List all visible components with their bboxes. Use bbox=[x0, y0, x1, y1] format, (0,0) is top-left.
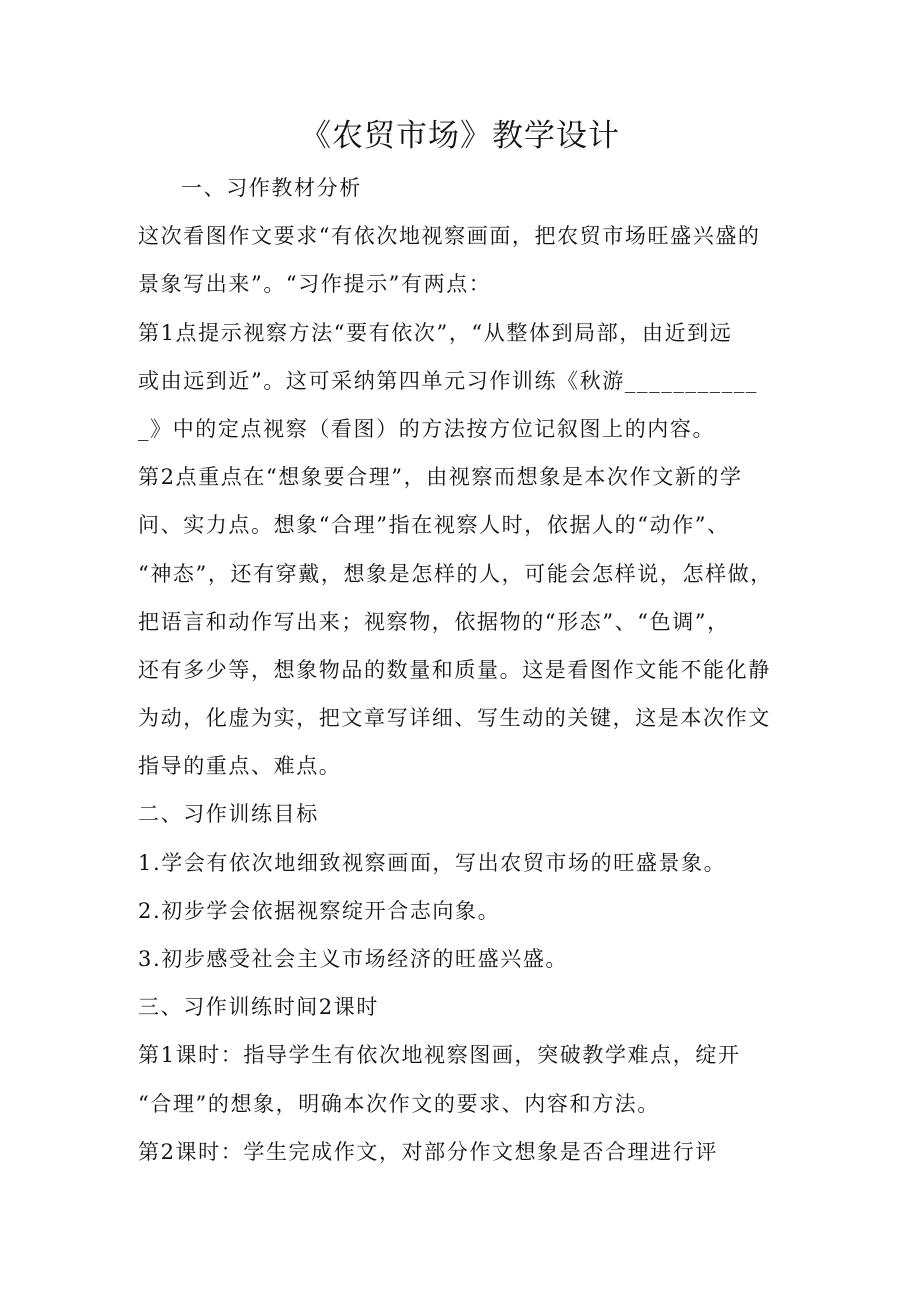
goal-item: 2.初步学会依据视察绽开合志向象。 bbox=[138, 898, 501, 923]
paragraph-line: 这次看图作文要求“有依次地视察画面，把农贸市场旺盛兴盛的 bbox=[138, 224, 761, 249]
document-title: 《农贸市场》教学设计 bbox=[300, 118, 620, 154]
paragraph-line: 为动，化虚为实，把文章写详细、写生动的关键，这是本次作文 bbox=[138, 706, 771, 731]
document-body bbox=[138, 164, 798, 1176]
paragraph-line: 或由远到近”。这可采纳第四单元习作训练《秋游___________ bbox=[138, 368, 759, 393]
paragraph-line: 还有多少等，想象物品的数量和质量。这是看图作文能不能化静 bbox=[138, 657, 771, 682]
section-heading-analysis: 一、习作教材分析 bbox=[181, 176, 362, 200]
goal-item: 1.学会有依次地细致视察画面，写出农贸市场的旺盛景象。 bbox=[138, 850, 727, 875]
lesson-plan-line: 第2课时：学生完成作文，对部分作文想象是否合理进行评 bbox=[138, 1139, 718, 1164]
section-heading-goals: 二、习作训练目标 bbox=[138, 802, 319, 827]
paragraph-line: 第1点提示视察方法“要有依次”，“从整体到局部，由近到远 bbox=[138, 320, 733, 345]
lesson-plan-line: “合理”的想象，明确本次作文的要求、内容和方法。 bbox=[138, 1091, 660, 1116]
paragraph-line: 景象写出来”。“习作提示”有两点： bbox=[138, 272, 492, 297]
paragraph-line: “神态”，还有穿戴，想象是怎样的人，可能会怎样说，怎样做， bbox=[138, 561, 773, 586]
paragraph-line: 指导的重点、难点。 bbox=[138, 754, 342, 779]
paragraph-line: 把语言和动作写出来；视察物，依据物的“形态”、“色调”， bbox=[138, 609, 730, 634]
paragraph-line: 第2点重点在“想象要合理”，由视察而想象是本次作文新的学 bbox=[138, 465, 743, 490]
paragraph-line: 问、实力点。想象“合理”指在视察人时，依据人的“动作”、 bbox=[138, 513, 730, 538]
paragraph-line: _》中的定点视察（看图）的方法按方位记叙图上的内容。 bbox=[138, 416, 716, 441]
goal-item: 3.初步感受社会主义市场经济的旺盛兴盛。 bbox=[138, 947, 569, 971]
section-heading-time: 三、习作训练时间2课时 bbox=[138, 995, 379, 1020]
lesson-plan-line: 第1课时：指导学生有依次地视察图画，突破教学难点，绽开 bbox=[138, 1043, 741, 1068]
